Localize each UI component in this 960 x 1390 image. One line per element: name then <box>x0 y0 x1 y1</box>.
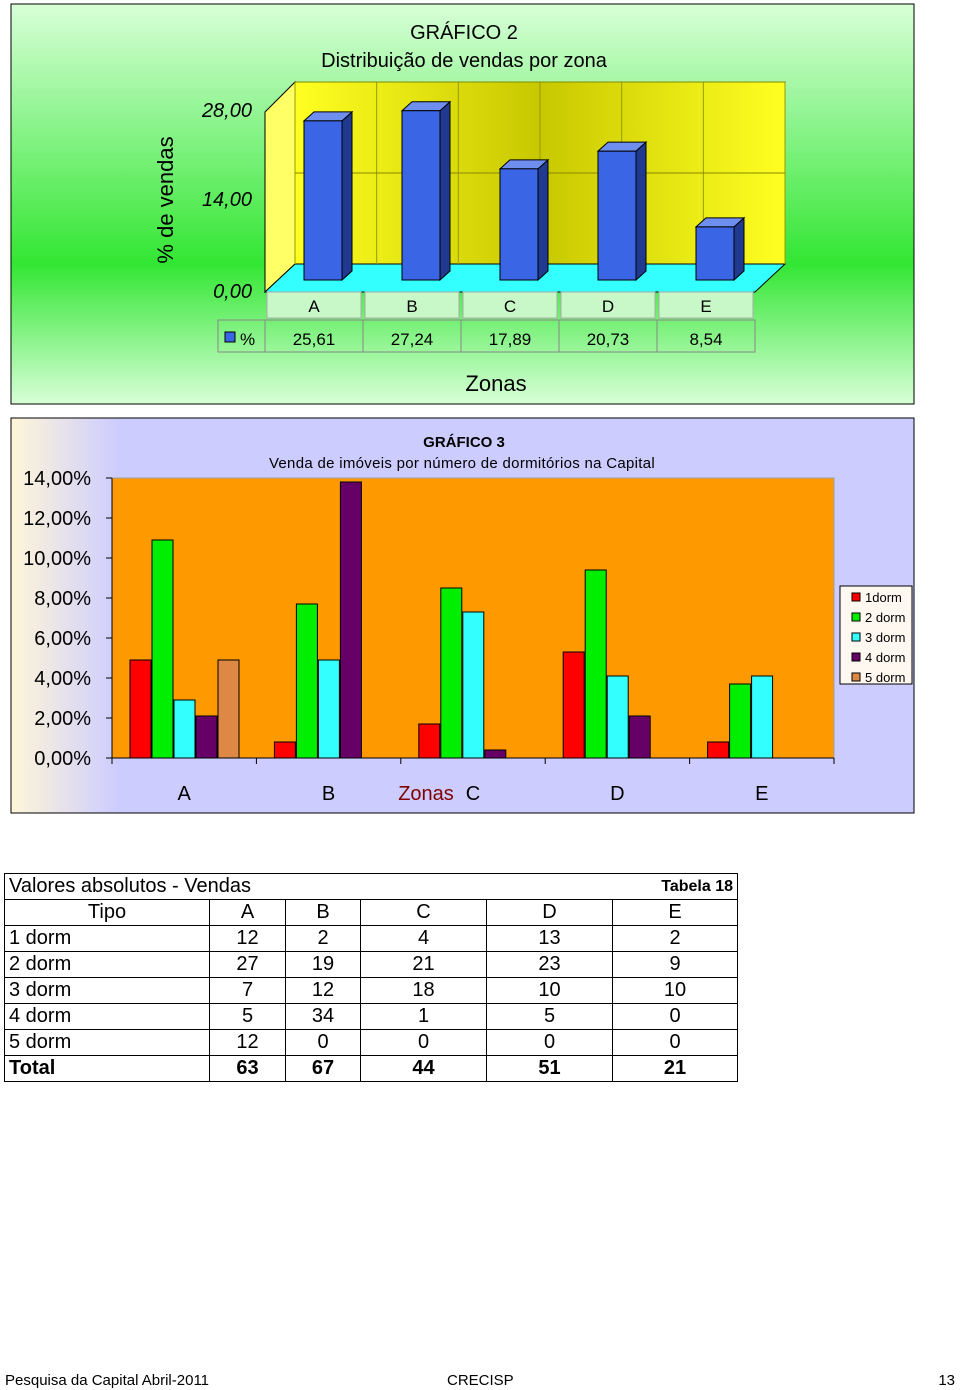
bar-front <box>598 151 636 280</box>
y-tick-label: 14,00% <box>23 468 91 490</box>
table-header-cell: C <box>361 900 487 926</box>
x-tick-label: B <box>321 783 336 805</box>
bar-side <box>342 112 352 280</box>
bar-side <box>636 142 646 280</box>
table-cell: Total <box>5 1056 210 1082</box>
legend-swatch <box>225 332 235 342</box>
table-cell: 10 <box>613 978 738 1004</box>
table-cell: 12 <box>210 1030 286 1056</box>
table-cell: 7 <box>210 978 286 1004</box>
chart-2-x-axis-label: Zonas <box>465 371 527 396</box>
data-table-value: 25,61 <box>292 330 336 349</box>
x-tick-label: E <box>700 297 712 316</box>
bar-front <box>696 227 734 280</box>
bar-D <box>598 142 646 280</box>
chart-2-subtitle: Distribuição de vendas por zona <box>321 50 607 72</box>
table-cell: 9 <box>613 952 738 978</box>
bar-C-1 <box>419 724 440 758</box>
table-cell: 2 <box>286 926 361 952</box>
bar-side <box>440 102 450 280</box>
bar-B-4 <box>340 482 361 758</box>
table-cell: 5 dorm <box>5 1030 210 1056</box>
table-header-cell: E <box>613 900 738 926</box>
table-cell: 44 <box>361 1056 487 1082</box>
legend-label: 1dorm <box>865 590 902 605</box>
bar-A-5 <box>218 660 239 758</box>
y-tick-label: 6,00% <box>34 628 91 650</box>
table-cell: 0 <box>613 1004 738 1030</box>
chart-3-title: GRÁFICO 3 <box>423 434 505 451</box>
table-cell: 13 <box>487 926 613 952</box>
table-cell: 4 dorm <box>5 1004 210 1030</box>
table-cell: 2 dorm <box>5 952 210 978</box>
y-tick-label: 0,00% <box>34 748 91 770</box>
data-table-value: 8,54 <box>689 330 723 349</box>
table-row <box>5 1030 738 1056</box>
bar-A-4 <box>196 716 217 758</box>
table-caption-spacer <box>487 874 613 900</box>
y-tick-label: 10,00% <box>23 548 91 570</box>
y-tick-label: 2,00% <box>34 708 91 730</box>
bar-E-1 <box>708 742 729 758</box>
y-tick-label: 14,00 <box>201 189 252 211</box>
bar-D-3 <box>607 676 628 758</box>
table-cell: 1 <box>361 1004 487 1030</box>
x-tick-label: A <box>177 783 191 805</box>
legend-label: 5 dorm <box>865 670 906 685</box>
bar-C-2 <box>441 588 462 758</box>
bar-A-1 <box>130 660 151 758</box>
table-cell: 3 dorm <box>5 978 210 1004</box>
table-cell: 4 <box>361 926 487 952</box>
table-caption: Valores absolutos - Vendas <box>5 874 487 900</box>
bar-front <box>304 121 342 280</box>
table-header-cell: B <box>286 900 361 926</box>
y-tick-label: 4,00% <box>34 668 91 690</box>
table-cell: 0 <box>286 1030 361 1056</box>
table-cell: 18 <box>361 978 487 1004</box>
x-tick-label: D <box>610 783 625 805</box>
table-row <box>5 926 738 952</box>
bar-A-3 <box>174 700 195 758</box>
chart-gráfico-2 <box>0 0 960 408</box>
bar-side <box>734 218 744 280</box>
legend-swatch <box>852 673 860 681</box>
table-cell: 12 <box>210 926 286 952</box>
series-label: % <box>240 330 256 349</box>
bar-B <box>402 102 450 280</box>
bar-C-4 <box>485 750 506 758</box>
bar-C <box>500 160 548 280</box>
y-tick-label: 8,00% <box>34 588 91 610</box>
data-table-value: 17,89 <box>488 330 532 349</box>
table-cell: 27 <box>210 952 286 978</box>
table-cell: 12 <box>286 978 361 1004</box>
legend-label: 3 dorm <box>865 630 906 645</box>
table-row <box>5 952 738 978</box>
table-cell: 10 <box>487 978 613 1004</box>
x-tick-label: C <box>503 297 517 316</box>
table-header-cell: Tipo <box>5 900 210 926</box>
table-cell: 51 <box>487 1056 613 1082</box>
bar-B-3 <box>318 660 339 758</box>
bar-C-3 <box>463 612 484 758</box>
bar-front <box>402 111 440 280</box>
footer-center: CRECISP <box>447 1372 514 1389</box>
table-cell: 0 <box>487 1030 613 1056</box>
table-cell: 21 <box>361 952 487 978</box>
table-header-cell: A <box>210 900 286 926</box>
table-cell: 34 <box>286 1004 361 1030</box>
legend-swatch <box>852 653 860 661</box>
sales-table <box>4 873 738 1082</box>
table-cell: 0 <box>361 1030 487 1056</box>
table-total-row <box>5 1056 738 1082</box>
x-tick-label: C <box>465 783 481 805</box>
chart-2-side-wall <box>265 82 295 292</box>
legend-swatch <box>852 613 860 621</box>
table-cell: 5 <box>210 1004 286 1030</box>
chart-2-y-axis-label: % de vendas <box>153 136 178 264</box>
y-tick-label: 28,00 <box>201 100 252 122</box>
data-table-value: 27,24 <box>390 330 434 349</box>
table-cell: 2 <box>613 926 738 952</box>
bar-front <box>500 169 538 280</box>
x-tick-label: E <box>755 783 769 805</box>
footer-left: Pesquisa da Capital Abril-2011 <box>5 1372 210 1389</box>
table-cell: 1 dorm <box>5 926 210 952</box>
chart-3-subtitle: Venda de imóveis por número de dormitórios na Capital <box>268 455 656 472</box>
bar-A <box>304 112 352 280</box>
bar-E-2 <box>730 684 751 758</box>
bar-D-4 <box>629 716 650 758</box>
page-number: 13 <box>938 1372 955 1389</box>
bar-E <box>696 218 744 280</box>
x-tick-label: B <box>406 297 418 316</box>
bar-A-2 <box>152 540 173 758</box>
x-tick-label: D <box>601 297 615 316</box>
x-tick-label: A <box>308 297 320 316</box>
table-header-row <box>5 900 738 926</box>
bar-B-2 <box>296 604 317 758</box>
legend-label: 4 dorm <box>865 650 906 665</box>
y-tick-label: 0,00 <box>213 281 252 303</box>
bar-D-2 <box>585 570 606 758</box>
bar-E-3 <box>752 676 773 758</box>
legend-swatch <box>852 633 860 641</box>
data-table-value: 20,73 <box>586 330 630 349</box>
chart-2-title: GRÁFICO 2 <box>410 22 518 44</box>
table-row <box>5 978 738 1004</box>
table-cell: 67 <box>286 1056 361 1082</box>
table-cell: 19 <box>286 952 361 978</box>
chart-3-x-axis-label: Zonas <box>398 783 454 805</box>
bar-side <box>538 160 548 280</box>
chart-gráfico-3 <box>0 408 960 818</box>
legend-label: 2 dorm <box>865 610 906 625</box>
bar-B-1 <box>274 742 295 758</box>
table-cell: 63 <box>210 1056 286 1082</box>
table-label: Tabela 18 <box>613 874 738 900</box>
table-cell: 0 <box>613 1030 738 1056</box>
y-tick-label: 12,00% <box>23 508 91 530</box>
table-header-cell: D <box>487 900 613 926</box>
table-row <box>5 1004 738 1030</box>
table-cell: 23 <box>487 952 613 978</box>
table-cell: 5 <box>487 1004 613 1030</box>
chart-3-legend <box>840 586 912 685</box>
table-cell: 21 <box>613 1056 738 1082</box>
legend-swatch <box>852 593 860 601</box>
bar-D-1 <box>563 652 584 758</box>
